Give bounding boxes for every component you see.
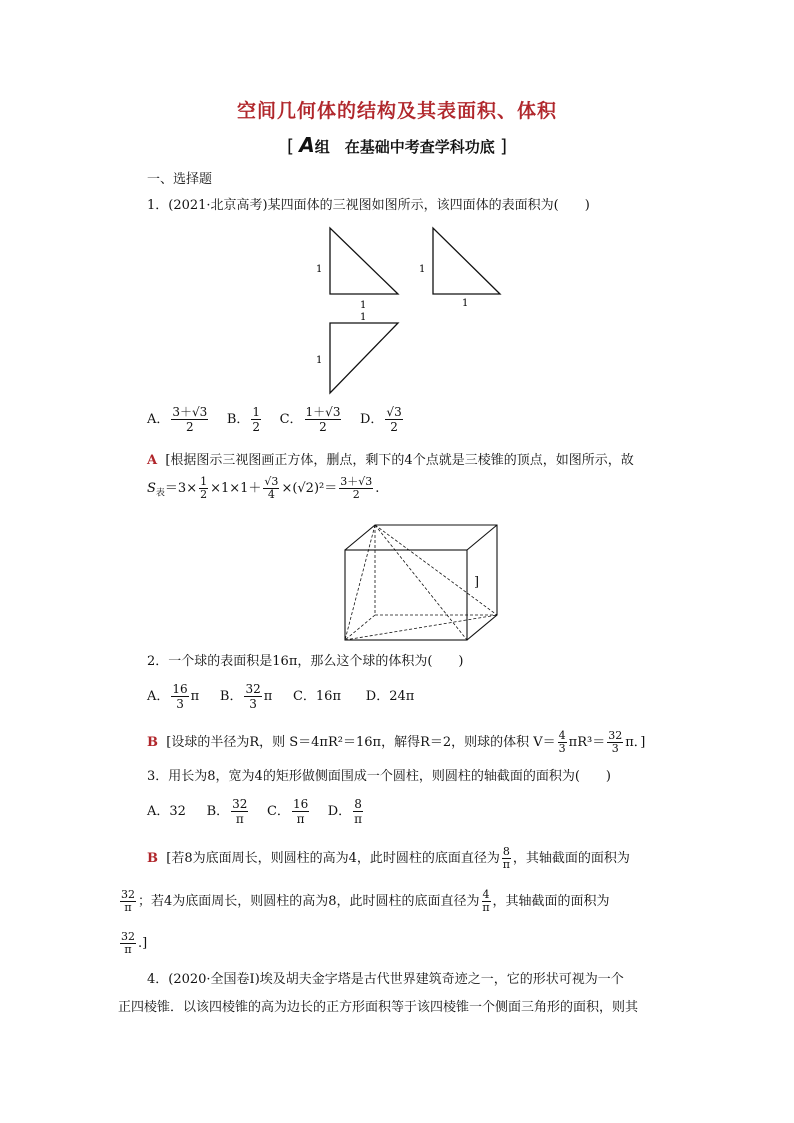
option-c-numerator: 1＋√3 bbox=[305, 405, 341, 419]
q2-frac1-den: 3 bbox=[558, 742, 566, 755]
q3-l1-frac-num: 8 bbox=[502, 845, 510, 858]
question-4-line1: 4．(2020·全国卷Ⅰ)埃及胡夫金字塔是古代世界建筑奇迹之一，它的形状可视为一个 bbox=[147, 972, 624, 987]
q3-l2-frac1-num: 32 bbox=[121, 888, 135, 901]
group-letter: A bbox=[299, 133, 315, 157]
q2-option-a-label: A． bbox=[147, 689, 170, 704]
option-a-denominator: 2 bbox=[186, 420, 194, 434]
q3-option-c-label: C． bbox=[266, 804, 290, 819]
q3-l1-frac-den: π bbox=[502, 858, 510, 871]
group-text: 组 在基础中考查学科功底 bbox=[314, 138, 495, 156]
q3-option-b-num: 32 bbox=[232, 797, 248, 811]
q3-l3-frac-den: π bbox=[124, 943, 132, 956]
page-title: 空间几何体的结构及其表面积、体积 bbox=[236, 100, 557, 122]
option-d-denominator: 2 bbox=[390, 420, 398, 434]
pyramid-base-diagonal bbox=[345, 615, 497, 640]
formula-frac2-num: √3 bbox=[264, 475, 279, 488]
question-2-options bbox=[147, 682, 414, 711]
solution-1-text: [根据图示三视图画正方体，删点，剩下的4个点就是三棱锥的顶点，如图所示，故 bbox=[165, 453, 634, 468]
q2-solution-part-1: [设球的半径为R，则 S＝4πR²＝16π，解得R＝2，则球的体积 V＝ bbox=[166, 735, 556, 750]
q3-option-d-den: π bbox=[354, 812, 362, 826]
front-view-width-label: 1 bbox=[360, 300, 367, 311]
answer-letter-2: B bbox=[147, 735, 158, 750]
bracket-right: ] bbox=[499, 136, 508, 157]
q2-solution-part-2: πR³＝ bbox=[568, 735, 606, 750]
q3-solution-line2-a: ；若4为底面周长，则圆柱的高为8，此时圆柱的底面直径为 bbox=[138, 894, 480, 909]
q2-option-a-den: 3 bbox=[176, 697, 184, 711]
top-view bbox=[316, 312, 398, 393]
q2-frac2-num: 32 bbox=[608, 729, 623, 742]
option-b-denominator: 2 bbox=[252, 420, 261, 434]
q3-l3-frac-num: 32 bbox=[121, 930, 135, 943]
q2-frac1-num: 4 bbox=[558, 729, 566, 742]
question-3-solution-line1 bbox=[147, 846, 630, 871]
formula-frac3-den: 2 bbox=[352, 488, 360, 501]
option-d-label: D． bbox=[359, 412, 384, 427]
formula-frac2-den: 4 bbox=[267, 488, 275, 501]
q2-option-b-pi: π bbox=[263, 689, 273, 704]
formula-part-1: ＝3× bbox=[164, 481, 198, 496]
group-heading bbox=[0, 133, 794, 157]
front-view-height-label: 1 bbox=[316, 264, 323, 275]
question-1-stem: 1．(2021·北京高考)某四面体的三视图如图所示，该四面体的表面积为( ) bbox=[147, 198, 590, 213]
q3-solution-line1-b: ，其轴截面的面积为 bbox=[512, 851, 630, 866]
question-1-solution-line1 bbox=[147, 452, 634, 470]
option-a-label: A． bbox=[147, 412, 170, 427]
cube-top-right-edge bbox=[467, 525, 497, 550]
question-2-stem: 2．一个球的表面积是16π，那么这个球的体积为( ) bbox=[147, 654, 464, 669]
side-view-width-label: 1 bbox=[462, 298, 469, 309]
question-3-options bbox=[147, 797, 365, 826]
option-a-numerator: 3＋√3 bbox=[172, 405, 208, 419]
hidden-edge-depth bbox=[345, 615, 375, 640]
three-view-diagram bbox=[300, 220, 520, 400]
cube-front-face bbox=[345, 550, 467, 640]
question-1-solution-formula bbox=[147, 476, 379, 503]
q3-option-b-label: B． bbox=[206, 804, 230, 819]
option-c-label: C． bbox=[279, 412, 303, 427]
section-heading: 一、选择题 bbox=[147, 172, 213, 187]
q2-option-b-den: 3 bbox=[249, 697, 257, 711]
q2-option-d: D．24π bbox=[365, 689, 415, 704]
front-view bbox=[316, 228, 398, 311]
question-4-line2: 正四棱锥．以该四棱锥的高为边长的正方形面积等于该四棱锥一个侧面三角形的面积，则其 bbox=[118, 1000, 639, 1015]
question-3-stem: 3．用长为8，宽为4的矩形做侧面围成一个圆柱，则圆柱的轴截面的面积为( ) bbox=[147, 769, 611, 784]
pyramid-edge-1 bbox=[345, 525, 375, 640]
q3-l2-frac2-den: π bbox=[482, 901, 490, 914]
option-d-numerator: √3 bbox=[386, 405, 402, 419]
surface-area-symbol: S bbox=[147, 481, 156, 496]
q3-option-b-den: π bbox=[235, 812, 244, 826]
answer-letter-1: A bbox=[147, 453, 158, 468]
formula-frac1-den: 2 bbox=[200, 488, 208, 501]
q2-option-c: C．16π bbox=[292, 689, 341, 704]
formula-part-2: ×1×1＋ bbox=[210, 481, 262, 496]
q3-option-d-num: 8 bbox=[354, 797, 362, 811]
q3-option-c-den: π bbox=[296, 812, 305, 826]
q2-option-b-label: B． bbox=[219, 689, 243, 704]
top-view-height-label: 1 bbox=[316, 355, 323, 366]
formula-part-3: ×(√2)²＝ bbox=[281, 481, 338, 496]
formula-frac1-num: 1 bbox=[200, 475, 208, 488]
surface-area-subscript: 表 bbox=[155, 488, 165, 499]
figure-closing-bracket: ] bbox=[474, 575, 480, 590]
q2-solution-part-3: π．] bbox=[625, 735, 646, 750]
q3-l2-frac1-den: π bbox=[124, 901, 132, 914]
q3-option-d-label: D． bbox=[327, 804, 352, 819]
q3-l2-frac2-num: 4 bbox=[482, 888, 490, 901]
question-3-solution-line2 bbox=[118, 889, 610, 914]
q3-option-a: A．32 bbox=[147, 804, 186, 819]
option-c-denominator: 2 bbox=[319, 420, 327, 434]
option-b-numerator: 1 bbox=[252, 405, 261, 419]
q3-solution-line1-a: [若8为底面周长，则圆柱的高为4，此时圆柱的底面直径为 bbox=[166, 851, 500, 866]
answer-letter-3: B bbox=[147, 851, 158, 866]
formula-frac3-num: 3＋√3 bbox=[340, 475, 373, 488]
formula-end: . bbox=[375, 481, 380, 496]
q2-option-a-num: 16 bbox=[172, 682, 188, 696]
q3-solution-line3-end: .] bbox=[138, 936, 148, 951]
top-view-width-label: 1 bbox=[360, 312, 367, 323]
q2-frac2-den: 3 bbox=[611, 742, 619, 755]
question-2-solution bbox=[147, 730, 645, 755]
q3-solution-line2-b: ，其轴截面的面积为 bbox=[492, 894, 610, 909]
question-1-options bbox=[147, 405, 405, 434]
side-view-height-label: 1 bbox=[419, 264, 426, 275]
option-b-label: B． bbox=[226, 412, 250, 427]
q2-option-a-pi: π bbox=[190, 689, 200, 704]
q3-option-c-num: 16 bbox=[292, 797, 309, 811]
question-3-solution-line3 bbox=[118, 931, 147, 956]
side-view bbox=[419, 228, 500, 309]
q2-option-b-num: 32 bbox=[245, 682, 261, 696]
bracket-left: [ bbox=[286, 136, 295, 157]
